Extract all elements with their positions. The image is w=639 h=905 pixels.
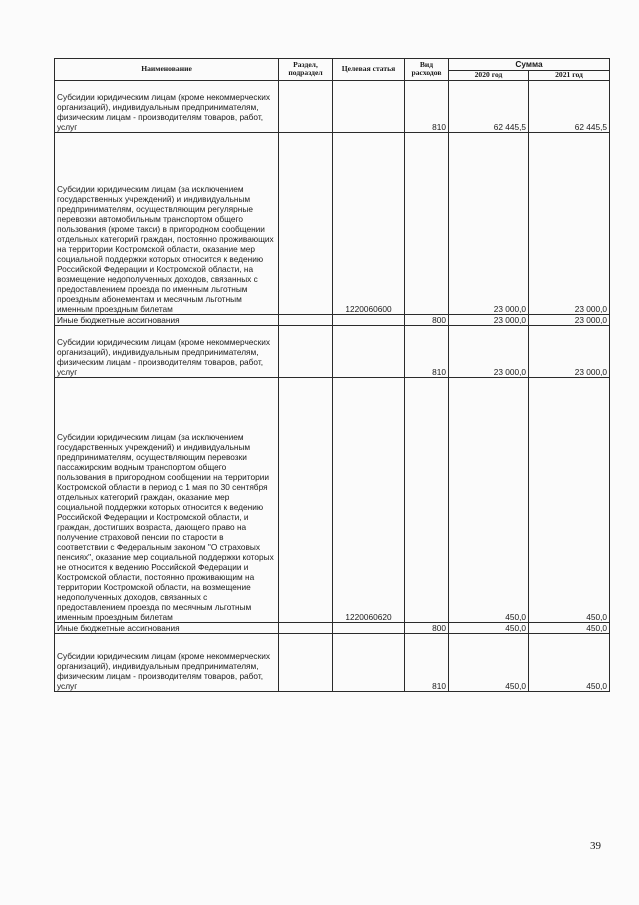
page-number: 39 (590, 840, 601, 852)
row-section (279, 132, 333, 314)
row-sum-2021: 23 000,0 (529, 325, 610, 377)
header-name: Наименование (55, 59, 279, 81)
row-name: Субсидии юридическим лицам (за исключением государственных учреждений) и индивидуальным предпринимателям, осуществляющим регулярные перевозки автомобильным транспортом общего пользования (кроме такси) в пригородном сообщении отдельных категорий граждан, постоянно проживающих на территории Костромской области, оказание мер социальной поддержки которых относится к ведению Российской Федерации и Костромской области, на возмещение недополученных доходов, связанных с предоставлением проезда по именным льготным проездным абонементам и месячным льготным именным проездным билетам (55, 132, 279, 314)
row-kind: 800 (405, 622, 449, 633)
header-section: Раздел, подраздел (279, 59, 333, 81)
table-row (55, 80, 610, 132)
table-row (55, 314, 610, 325)
row-target (333, 622, 405, 633)
row-target (333, 314, 405, 325)
budget-table (54, 58, 610, 692)
row-kind: 810 (405, 80, 449, 132)
row-name: Субсидии юридическим лицам (кроме некоммерческих организаций), индивидуальным предпринимателям, физическим лицам - производителям товаров, работ, услуг (55, 633, 279, 691)
row-name: Субсидии юридическим лицам (кроме некоммерческих организаций), индивидуальным предпринимателям, физическим лицам - производителям товаров, работ, услуг (55, 325, 279, 377)
row-target (333, 325, 405, 377)
row-section (279, 325, 333, 377)
header-kind: Вид расходов (405, 59, 449, 81)
row-section (279, 622, 333, 633)
table-row (55, 132, 610, 314)
row-section (279, 633, 333, 691)
row-kind: 800 (405, 314, 449, 325)
row-target: 1220060600 (333, 132, 405, 314)
row-target (333, 80, 405, 132)
row-target: 1220060620 (333, 377, 405, 622)
row-sum-2020: 23 000,0 (449, 325, 529, 377)
table-row (55, 622, 610, 633)
row-kind (405, 377, 449, 622)
row-sum-2020: 23 000,0 (449, 314, 529, 325)
row-sum-2020: 450,0 (449, 377, 529, 622)
row-name: Субсидии юридическим лицам (кроме некоммерческих организаций), индивидуальным предпринимателям, физическим лицам - производителям товаров, работ, услуг (55, 80, 279, 132)
row-sum-2021: 450,0 (529, 622, 610, 633)
header-target: Целевая статья (333, 59, 405, 81)
row-sum-2021: 23 000,0 (529, 314, 610, 325)
row-sum-2020: 62 445,5 (449, 80, 529, 132)
row-sum-2021: 450,0 (529, 633, 610, 691)
table-row (55, 377, 610, 622)
table-row (55, 325, 610, 377)
header-year-2020: 2020 год (449, 71, 529, 81)
table-row (55, 633, 610, 691)
row-kind (405, 132, 449, 314)
row-target (333, 633, 405, 691)
header-year-2021: 2021 год (529, 71, 610, 81)
row-kind: 810 (405, 325, 449, 377)
header-sum: Сумма (449, 59, 610, 71)
row-name: Субсидии юридическим лицам (за исключением государственных учреждений) и индивидуальным предпринимателям, осуществляющим перевозки пассажирским водным транспортом общего пользования в пригородном сообщении на территории Костромской области в период с 1 мая по 30 сентября отдельных категорий граждан, оказание мер социальной поддержки которых относится к ведению Российской Федерации и Костромской области, и граждан, достигших возраста, дающего право на получение страховой пенсии по старости в соответствии с Федеральным законом "О страховых пенсиях", оказание мер социальной поддержки которых не относится к ведению Российской Федерации и Костромской области, постоянно проживающим на территории Костромской области, на возмещение недополученных доходов, связанных с предоставлением проезда по месячным льготным именным проездным билетам (55, 377, 279, 622)
row-sum-2021: 62 445,5 (529, 80, 610, 132)
row-section (279, 377, 333, 622)
row-section (279, 80, 333, 132)
row-section (279, 314, 333, 325)
row-sum-2020: 23 000,0 (449, 132, 529, 314)
row-sum-2020: 450,0 (449, 622, 529, 633)
row-kind: 810 (405, 633, 449, 691)
row-name: Иные бюджетные ассигнования (55, 314, 279, 325)
row-name: Иные бюджетные ассигнования (55, 622, 279, 633)
row-sum-2021: 450,0 (529, 377, 610, 622)
row-sum-2021: 23 000,0 (529, 132, 610, 314)
row-sum-2020: 450,0 (449, 633, 529, 691)
